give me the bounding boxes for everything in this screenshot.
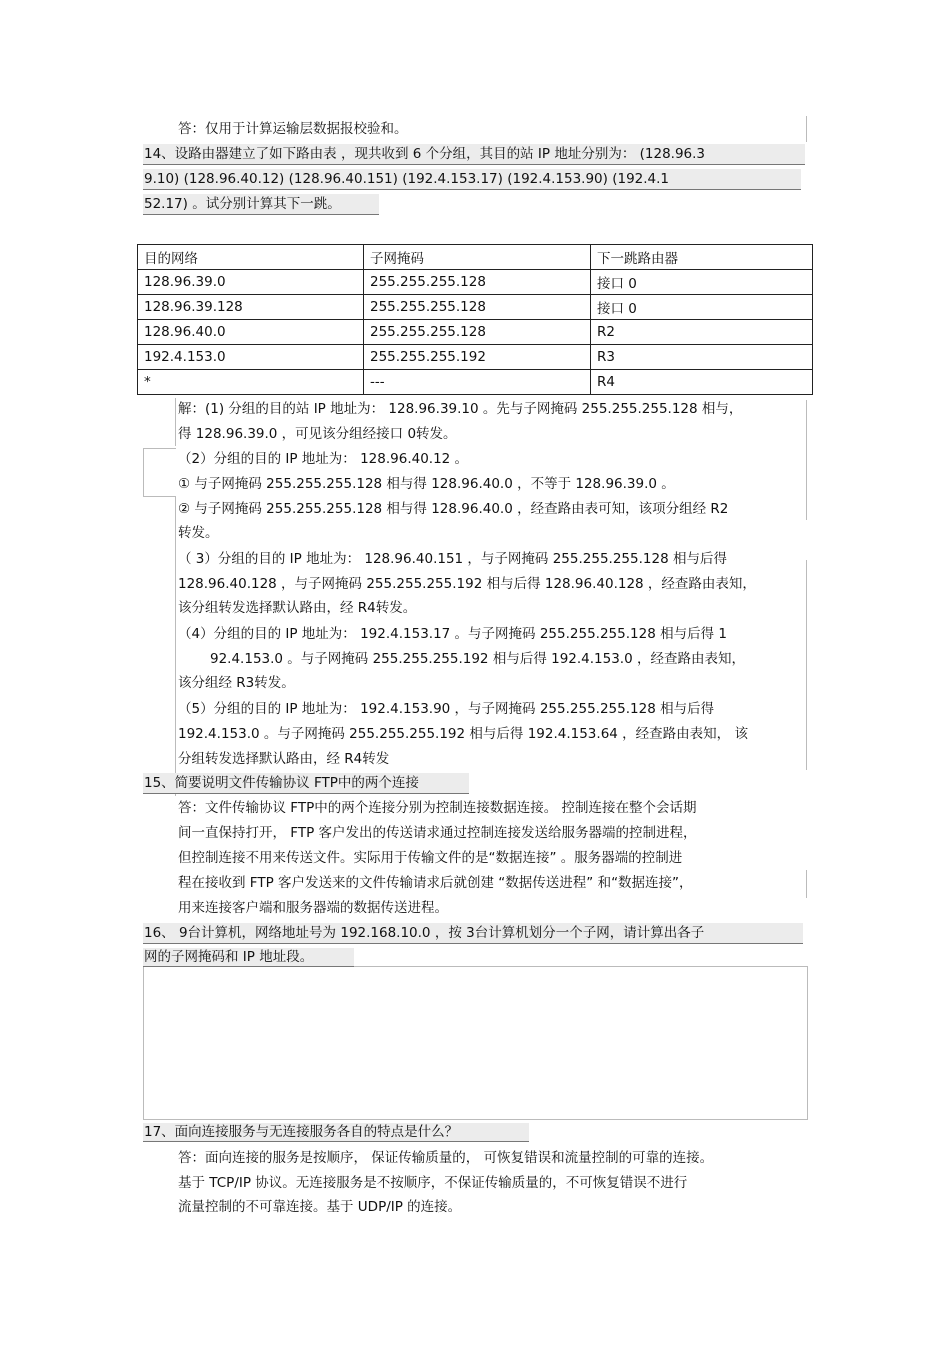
question-17: 17、面向连接服务与无连接服务各自的特点是什么？ (144, 1124, 459, 1140)
table-cell: 192.4.153.0 (138, 345, 364, 370)
question-14-line3: 52.17) 。试分别计算其下一跳。 (144, 196, 341, 212)
frame-line (143, 448, 176, 449)
solution-line: 192.4.153.0 。与子网掩码 255.255.255.192 相与后得 192.4.153.64 ，经查路由表知， 该 (178, 726, 748, 742)
table-cell: 255.255.255.128 (364, 320, 591, 345)
question-14-line2: 9.10) (128.96.40.12) (128.96.40.151) (192.4.153.17) (192.4.153.90) (192.4.1 (144, 171, 670, 187)
solution-line: （ 3）分组的目的 IP 地址为： 128.96.40.151 ，与子网掩码 255.255.255.128 相与后得 (178, 551, 727, 567)
table-cell: 128.96.40.0 (138, 320, 364, 345)
table-cell: 255.255.255.128 (364, 270, 591, 295)
routing-table (137, 244, 813, 395)
table-cell: R4 (591, 370, 813, 395)
answer-line: 但控制连接不用来传送文件。实际用于传输文件的是“数据连接” 。服务器端的控制进 (178, 850, 683, 866)
solution-line: 128.96.40.128 ，与子网掩码 255.255.255.192 相与后得 128.96.40.128 ，经查路由表知， (178, 576, 756, 592)
solution-line: 得 128.96.39.0 ，可见该分组经接口 0转发。 (178, 426, 457, 442)
answer-line: 答：文件传输协议 FTP中的两个连接分别为控制连接数据连接。 控制连接在整个会话期 (178, 800, 697, 816)
table-cell: R2 (591, 320, 813, 345)
frame-line (175, 496, 176, 796)
solution-line: （5）分组的目的 IP 地址为： 192.4.153.90 ，与子网掩码 255.255.255.128 相与后得 (178, 701, 715, 717)
column-header: 子网掩码 (364, 245, 591, 270)
frame-line (806, 400, 807, 520)
frame-line (143, 448, 144, 496)
solution-line: 该分组转发选择默认路由，经 R4转发。 (178, 600, 417, 616)
table-row (138, 345, 813, 370)
table-row (138, 370, 813, 395)
answer-line: 用来连接客户端和服务器端的数据传送进程。 (178, 900, 448, 916)
question-16-line1: 16、 9台计算机，网络地址号为 192.168.10.0 ，按 3台计算机划分一个子网，请计算出各子 (144, 925, 705, 941)
frame-line (175, 398, 176, 446)
frame-line (143, 496, 176, 497)
frame-line (806, 116, 807, 142)
table-cell: 128.96.39.128 (138, 295, 364, 320)
table-row (138, 320, 813, 345)
column-header: 下一跳路由器 (591, 245, 813, 270)
table-cell: 接口 0 (591, 295, 813, 320)
table-row (138, 295, 813, 320)
solution-line: （2）分组的目的 IP 地址为： 128.96.40.12 。 (178, 451, 469, 467)
question-15: 15、简要说明文件传输协议 FTP中的两个连接 (144, 775, 419, 791)
answer-line: 流量控制的不可靠连接。基于 UDP/IP 的连接。 (178, 1199, 462, 1215)
solution-line: 该分组经 R3转发。 (178, 675, 295, 691)
table-cell: 255.255.255.128 (364, 295, 591, 320)
answer-line: 程在接收到 FTP 客户发送来的文件传输请求后就创建 “数据传送进程” 和“数据连接”， (178, 875, 693, 891)
table-header-row (138, 245, 813, 270)
answer-line: 间一直保持打开， FTP 客户发出的传送请求通过控制连接发送给服务器端的控制进程， (178, 825, 697, 841)
solution-line: ② 与子网掩码 255.255.255.128 相与得 128.96.40.0 ，经查路由表可知，该项分组经 R2 (178, 501, 729, 517)
table-cell: 255.255.255.192 (364, 345, 591, 370)
solution-line: 解：(1) 分组的目的站 IP 地址为： 128.96.39.10 。先与子网掩码 255.255.255.128 相与， (178, 401, 743, 417)
frame-line (806, 560, 807, 770)
solution-line: 92.4.153.0 。与子网掩码 255.255.255.192 相与后得 192.4.153.0 ，经查路由表知， (210, 651, 745, 667)
column-header: 目的网络 (138, 245, 364, 270)
table-cell: 128.96.39.0 (138, 270, 364, 295)
solution-line: ① 与子网掩码 255.255.255.128 相与得 128.96.40.0 ，不等于 128.96.39.0 。 (178, 476, 675, 492)
table-row (138, 270, 813, 295)
question-16-line2: 网的子网掩码和 IP 地址段。 (144, 949, 314, 965)
table-cell: * (138, 370, 364, 395)
table-cell: 接口 0 (591, 270, 813, 295)
solution-line: 转发。 (178, 525, 219, 541)
table-cell: --- (364, 370, 591, 395)
question-14-line1: 14、设路由器建立了如下路由表 ，现共收到 6 个分组，其目的站 IP 地址分别为： (128.96.3 (144, 146, 706, 162)
answer-line: 答：面向连接的服务是按顺序， 保证传输质量的， 可恢复错误和流量控制的可靠的连接。 (178, 1150, 714, 1166)
table-cell: R3 (591, 345, 813, 370)
frame-line (806, 870, 807, 898)
answer-line: 基于 TCP/IP 协议。无连接服务是不按顺序，不保证传输质量的，不可恢复错误不进行 (178, 1175, 688, 1191)
answer-box-q16 (143, 966, 808, 1120)
solution-line: （4）分组的目的 IP 地址为： 192.4.153.17 。与子网掩码 255.255.255.128 相与后得 1 (178, 626, 727, 642)
solution-line: 分组转发选择默认路由，经 R4转发 (178, 751, 390, 767)
prev-answer: 答：仅用于计算运输层数据报校验和。 (178, 121, 408, 137)
